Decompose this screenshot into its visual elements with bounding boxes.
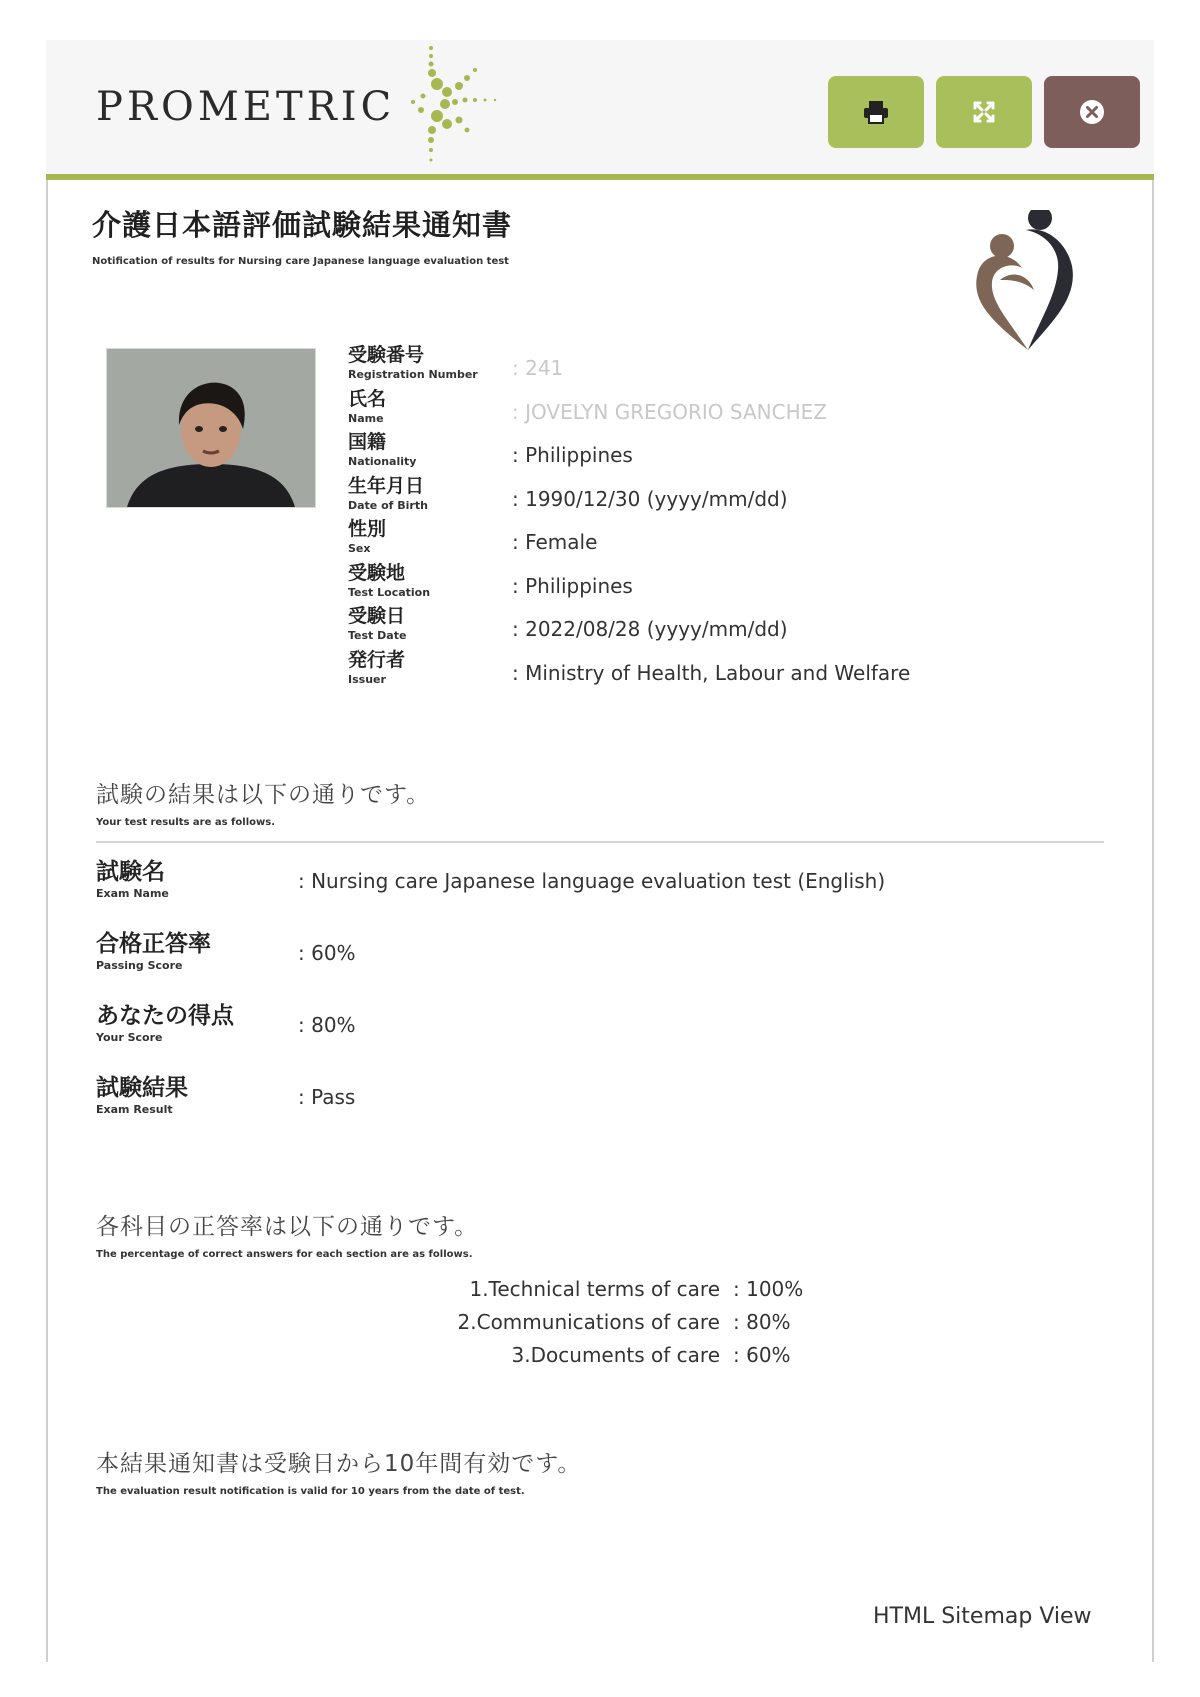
print-button[interactable]	[828, 76, 924, 148]
label-registration-number: 受験番号 Registration Number	[348, 344, 478, 381]
candidate-photo	[106, 348, 316, 508]
label-test-location: 受験地 Test Location	[348, 561, 431, 599]
sections-heading: 各科目の正答率は以下の通りです。 The percentage of correct answers for each section are as follows.	[96, 1214, 479, 1260]
result-row-your-score: あなたの得点 Your Score : 80%	[96, 1003, 356, 1044]
section-score-row: 3.Documents of care : 60%	[511, 1343, 791, 1367]
section-score-row: 2.Communications of care : 80%	[457, 1310, 791, 1334]
value-date-of-birth: : 1990/12/30 (yyyy/mm/dd)	[512, 486, 788, 511]
candidate-values	[512, 356, 910, 704]
result-row-passing-score: 合格正答率 Passing Score : 60%	[96, 931, 356, 972]
label-date-of-birth: 生年月日 Date of Birth	[348, 474, 428, 512]
expand-icon	[972, 100, 996, 124]
label-sex: 性別 Sex	[348, 518, 387, 555]
label-issuer: 発行者 Issuer	[348, 648, 406, 686]
person-portrait-icon	[107, 349, 315, 507]
results-heading: 試験の結果は以下の通りです。 Your test results are as follows.	[96, 782, 431, 828]
value-registration-number: : 241	[512, 356, 564, 380]
section-score-row: 1.Technical terms of care : 100%	[469, 1277, 804, 1301]
label-nationality: 国籍 Nationality	[348, 431, 417, 468]
result-row-exam-result: 試験結果 Exam Result : Pass	[96, 1075, 356, 1116]
value-issuer: : Ministry of Health, Labour and Welfare	[512, 660, 911, 685]
prometric-logo-icon	[401, 40, 511, 170]
value-test-date: : 2022/08/28 (yyyy/mm/dd)	[512, 617, 788, 641]
close-button[interactable]	[1044, 76, 1140, 148]
document-title: 介護日本語評価試験結果通知書	[92, 208, 513, 242]
sitemap-link[interactable]: HTML Sitemap View	[873, 1604, 1092, 1629]
label-test-date: 受験日 Test Date	[348, 605, 407, 642]
value-name: : JOVELYN GREGORIO SANCHEZ	[512, 399, 827, 424]
print-icon	[863, 100, 889, 124]
value-test-location: : Philippines	[512, 573, 633, 598]
expand-button[interactable]	[936, 76, 1032, 148]
label-name: 氏名 Name	[348, 387, 387, 425]
close-icon	[1079, 99, 1105, 125]
candidate-labels	[348, 344, 508, 692]
value-nationality: : Philippines	[512, 443, 633, 467]
validity-note: 本結果通知書は受験日から10年間有効です。 The evaluation result notification is valid for 10 years from the date of test.	[96, 1451, 582, 1497]
results-divider	[96, 841, 1104, 843]
value-sex: : Female	[512, 530, 598, 554]
brand-logo-text: PROMETRIC	[96, 84, 396, 130]
header-bar	[46, 40, 1154, 180]
result-row-exam-name: 試験名 Exam Name : Nursing care Japanese language evaluation test (English)	[96, 859, 886, 900]
document-subtitle: Notification of results for Nursing care Japanese language evaluation test	[92, 256, 509, 267]
ministry-emblem-icon	[960, 210, 1095, 360]
